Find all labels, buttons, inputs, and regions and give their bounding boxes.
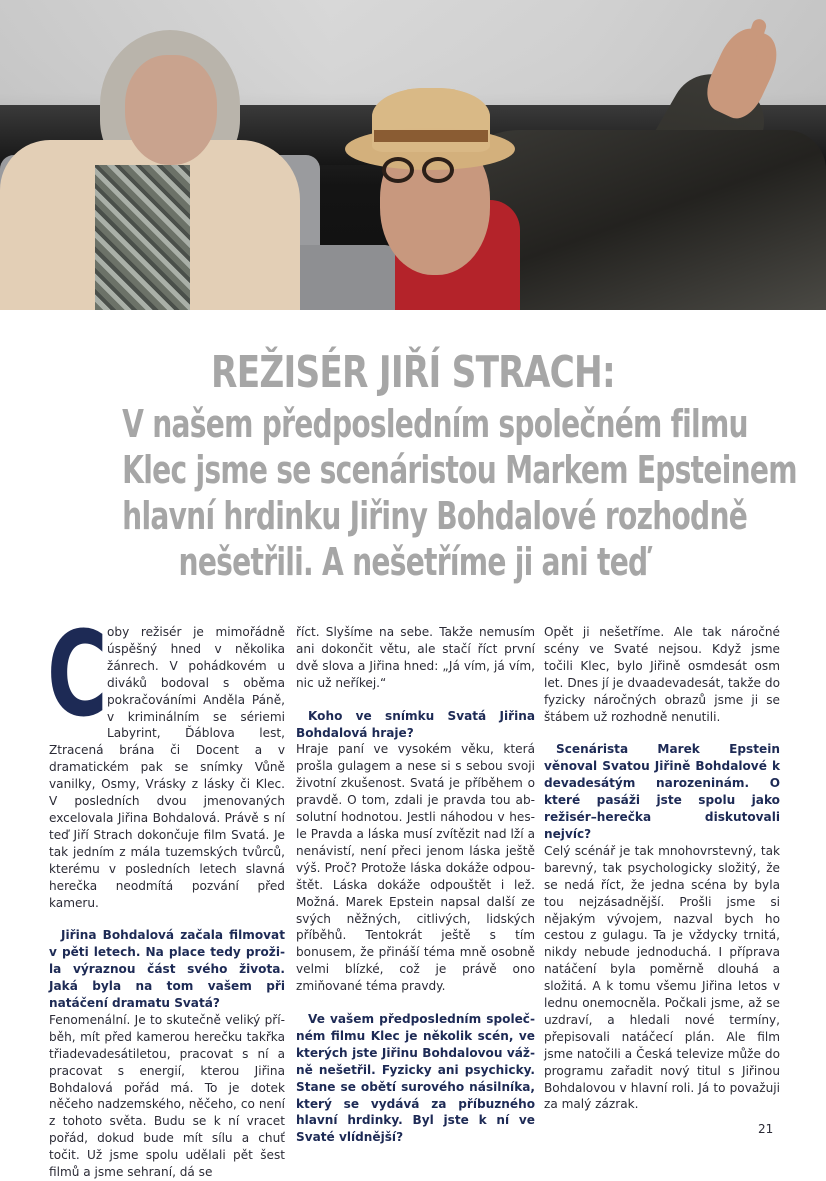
article-column-3 xyxy=(544,624,780,1113)
question-2: Koho ve snímku Svatá Jiřina Bohdalová hraje? xyxy=(296,708,535,740)
article-intro: oby režisér je mimořádně úspěšný hned v několika žánrech. V pohádkovém u diváků bodoval s oběma pokračováními Anděla Páně, v kriminálním se sériemi Labyrint, Ďáblova lest, Ztracená brána či Docent a v dramatickém pak se snímky Vůně vanilky, Osmy, Vrásky z lásky či Klec. V posledních dvou jmenovaných excelovala Jiřina Bohdalová. Právě s ní teď Jiří Strach dokončuje film Svatá. Je tak jedním z mála tuzemských tvůrců, kterému v posledních letech slavná herečka neodmítá pozvání před kameru. xyxy=(49,625,285,910)
article-headline xyxy=(20,345,806,585)
answer-2: Hraje paní ve vysokém věku, která prošla gulagem a nese si s sebou svoji životní zkušenost. Svatá je příběhem o pravdě. O tom, zdali je pravda tou absolutní hodnotou. Jestli náhodou v hesle Pravda a láska musí zvítězit nad lží a nenávistí, není přeci jenom láska ještě výš. Proč? Protože láska dokáže odpouštět. Láska dokáže odpouštět i lež. Možná. Marek Epstein napsal další ze svých něžných, citlivých, lidských příběhů. Tentokrát ještě s tím bonusem, že přináší téma mně osobně velmi blízké, což je právě ono zmiňované téma pravdy. xyxy=(296,742,535,994)
answer-4: Celý scénář je tak mnohovrstevný, tak barevný, tak psychologicky složitý, že se nedá říct, že jedna scéna by byla tou nejzásadnější. Prošli jsme si nějakým vývojem, nazval bych ho cestou z gulagu. Ta je vždycky trnitá, nikdy nebude jednoduchá. I příprava natáčení byla poměrně dlouhá a složitá. A k tomu všemu Jiřina letos v lednu onemocněla. Počkali jsme, až se uzdraví, a hledali nové termíny, přepisovali natáčecí plán. Ale film jsme natočili a Česká televize může do programu zařadit nový titul s Jiřinou Bohdalovou v hlavní roli. Já to považuji za malý zázrak. xyxy=(544,843,780,1112)
headline-line-2: Klec jsme se scenáristou Markem Epsteinem xyxy=(122,448,797,492)
answer-3: Opět ji nešetříme. Ale tak náročné scény ve Svaté nejsou. Když jsme točili Klec, bylo Jiřině osmdesát osm let. Dnes jí je dvaadevadesát, takže do fyzicky náročných obrazů jsme ji se štábem už rozhodně nenutili. xyxy=(544,625,780,724)
article-column-1 xyxy=(47,605,285,1181)
headline-kicker: REŽISÉR JIŘÍ STRACH: xyxy=(211,347,615,398)
answer-1-part-2: říct. Slyšíme na sebe. Takže nemusím ani dokončit větu, ale stačí říct první dvě slova a Jiřina hned: „Já vím, já vím, nic už neříkej.“ xyxy=(296,625,535,690)
answer-1-part-1: Fenomenální. Je to skutečně veliký příběh, mít před kamerou herečku takřka třiadevadesátiletou, pracovat s ní a pracovat s energií, kterou Jiřina Bohdalová pořád má. To je dotek něčeho nadzemského, něčeho, co není z tohoto světa. Budu se k ní vracet pořád, dokud bude mít sílu a chuť točit. Už jsme spolu udělali pět šest filmů a jsme sehraní, dá se xyxy=(49,1012,285,1180)
question-4: Scenárista Marek Epstein věnoval Svatou Jiřině Bohdalové k devadesátým narozeninám. O které pasáži jste spolu jako režisér–herečka diskutovali nejvíc? xyxy=(544,742,780,841)
photo-man-hat-band xyxy=(374,130,488,142)
headline-line-3: hlavní hrdinku Jiřiny Bohdalové rozhodně xyxy=(122,494,748,538)
photo-man-hat-top xyxy=(372,88,490,152)
page-number: 21 xyxy=(758,1122,774,1136)
photo-man-glasses xyxy=(378,157,458,185)
headline-line-4: nešetřili. A nešetříme ji ani teď xyxy=(178,540,648,584)
hero-photo xyxy=(0,0,826,310)
photo-woman-face xyxy=(125,55,217,165)
question-3: Ve vašem předposledním společném filmu Klec je několik scén, ve kterých jste Jiřinu Bohdalovou vážně nešetřil. Fyzicky ani psychicky. Stane se obětí surového násilníka, který se vydává za příbuzného hlavní hrdinky. Byl jste k ní ve Svaté vlídnější? xyxy=(296,1012,535,1145)
question-1: Jiřina Bohdalová začala filmovat v pěti letech. Na place tedy prožila výraznou část svého života. Jaká byla na tom vašem při natáčení dramatu Svatá? xyxy=(49,928,285,1011)
drop-cap: C xyxy=(47,605,108,743)
article-column-2 xyxy=(296,624,535,1146)
headline-line-1: V našem předposledním společném filmu xyxy=(122,402,748,446)
photo-woman-top xyxy=(95,165,190,310)
